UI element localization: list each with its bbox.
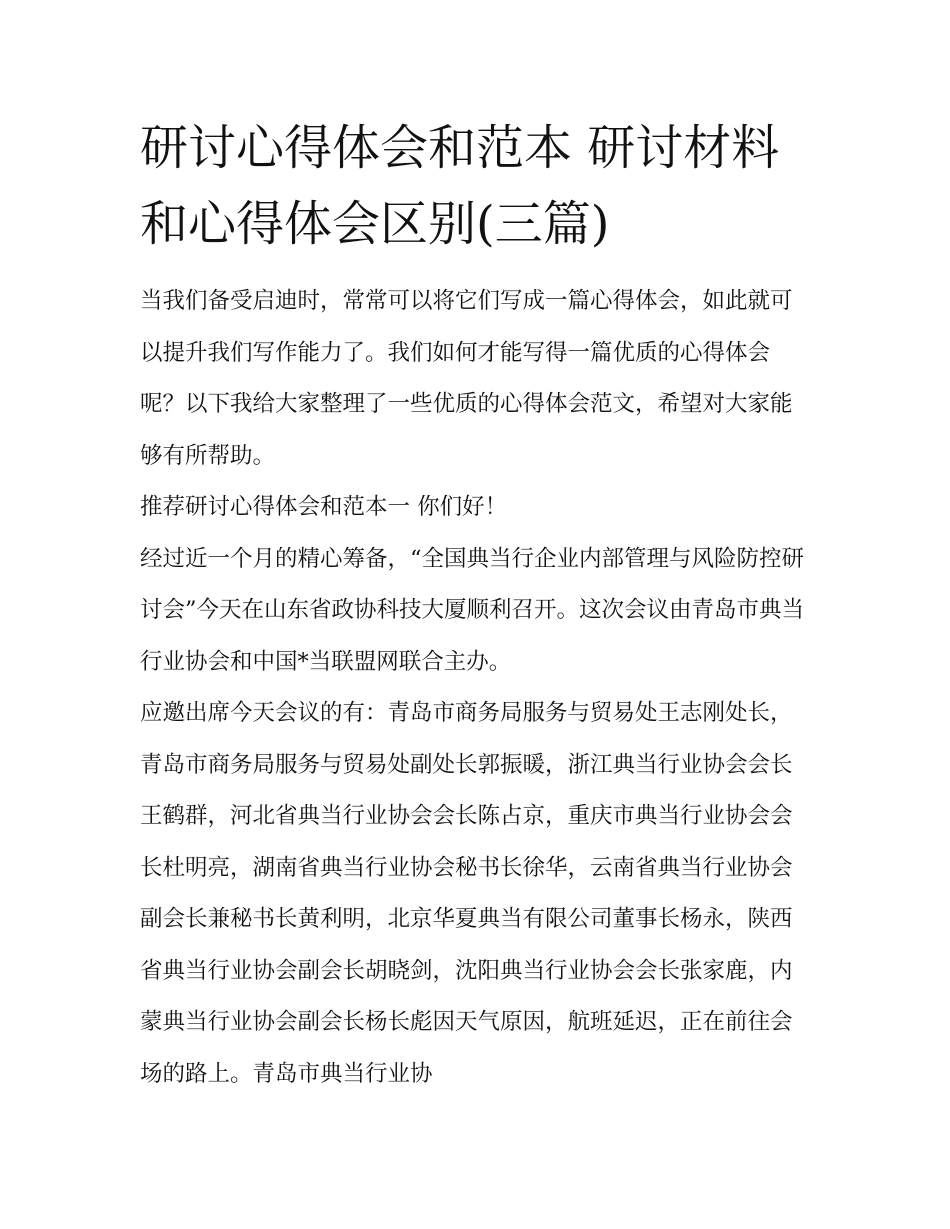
meeting-intro-paragraph: 经过近一个月的精心筹备，“全国典当行企业内部管理与风险防控研讨会”今天在山东省政协科技大厦顺利召开。这次会议由青岛市典当行业协会和中国*当联盟网联合主办。 (140, 545, 805, 675)
section-heading-paragraph: 推荐研讨心得体会和范本一 你们好！ (140, 494, 508, 520)
attendees-paragraph: 应邀出席今天会议的有：青岛市商务局服务与贸易处王志刚处长，青岛市商务局服务与贸易处副处长郭振暖，浙江典当行业协会会长王鹤群，河北省典当行业协会会长陈占京，重庆市典当行业协会会长杜明亮，湖南省典当行业协会秘书长徐华，云南省典当行业协会副会长兼秘书长黄利明，北京华夏典当有限公司董事长杨永，陕西省典当行业协会副会长胡晓剑，沈阳典当行业协会会长张家鹿，内蒙典当行业协会副会长杨长彪因天气原因，航班延迟，正在前往会场的路上。青岛市典当行业协 (140, 700, 793, 1087)
document-title: 研讨心得体会和范本 研讨材料和心得体会区别(三篇) (140, 120, 780, 252)
document-body (140, 276, 812, 1100)
intro-paragraph: 当我们备受启迪时，常常可以将它们写成一篇心得体会，如此就可以提升我们写作能力了。我们如何才能写得一篇优质的心得体会呢？以下我给大家整理了一些优质的心得体会范文，希望对大家能够有所帮助。 (140, 288, 793, 469)
